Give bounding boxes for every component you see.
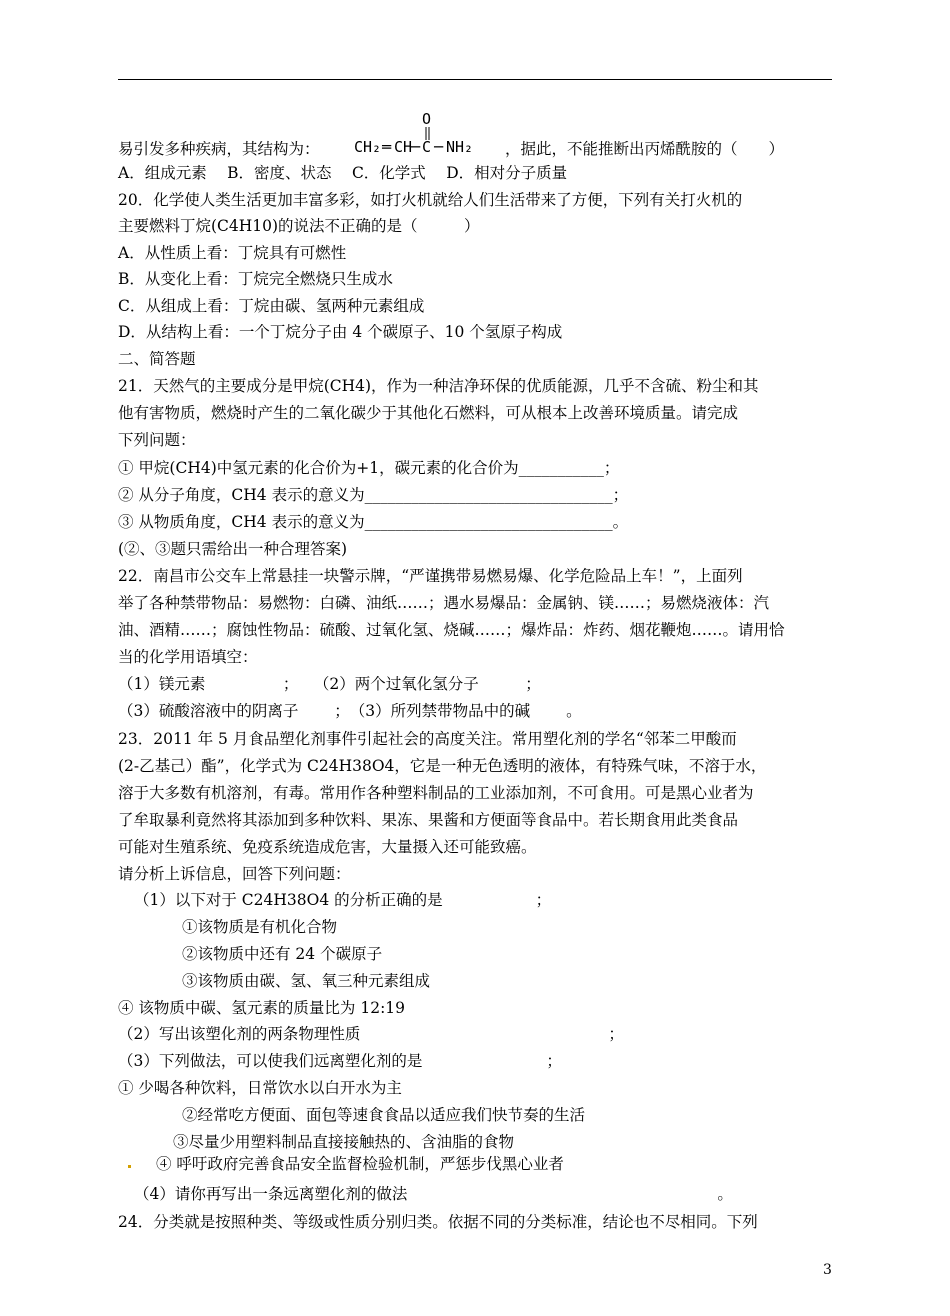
text-line: D．从结构上看：一个丁烷分子由 4 个碳原子、10 个氢原子构成 — [118, 323, 563, 341]
header-rule — [118, 79, 832, 80]
text-line: (②、③题只需给出一种合理答案) — [118, 540, 348, 558]
page-number: 3 — [823, 1262, 832, 1278]
text-line: ① 甲烷(CH4)中氢元素的化合价为+1，碳元素的化合价为___________； — [118, 459, 620, 477]
formula-ch2: CH₂ — [354, 138, 382, 156]
formula-carbon: C — [422, 138, 432, 156]
text-line: 24．分类就是按照种类、等级或性质分别归类。依据不同的分类标准，结论也不尽相同。下列 — [118, 1213, 758, 1231]
text-line: ①该物质是有机化合物 — [182, 918, 338, 936]
text-line: （4）请你再写出一条远离塑化剂的做法 。 — [134, 1185, 733, 1203]
text-line: （3）下列做法，可以使我们远离塑化剂的是 ； — [118, 1052, 562, 1070]
text-line: A．从性质上看：丁烷具有可燃性 — [118, 244, 347, 262]
acrylamide-structure-formula — [354, 111, 506, 157]
text-line: 请分析上诉信息，回答下列问题： — [118, 865, 351, 883]
text-line: 举了各种禁带物品：易燃物：白磷、油纸……；遇水易爆品：金属钠、镁……；易燃烧液体：汽 — [118, 594, 770, 612]
formula-oxygen: O — [422, 111, 432, 128]
text-line: 主要燃料丁烷(C4H10)的说法不正确的是（ ） — [118, 217, 480, 235]
text-line: 20．化学使人类生活更加丰富多彩，如打火机就给人们生活带来了方便，下列有关打火机的 — [118, 191, 743, 209]
text-line: ④ 呼吁政府完善食品安全监督检验机制，严惩步伐黑心业者 — [156, 1155, 564, 1173]
text-line: 了牟取暴利竟然将其添加到多种饮料、果冻、果酱和方便面等食品中。若长期食用此类食品 — [118, 811, 739, 829]
text-line: ②该物质中还有 24 个碳原子 — [182, 945, 383, 963]
text-line: ④ 该物质中碳、氢元素的质量比为 12:19 — [118, 999, 406, 1017]
text-line: A．组成元素 B．密度、状态 C．化学式 D．相对分子质量 — [118, 164, 568, 182]
text-line: ③ 从物质角度，CH4 表示的意义为________________________________。 — [118, 513, 629, 531]
text-line: ②经常吃方便面、面包等速食食品以适应我们快节奏的生活 — [182, 1106, 586, 1124]
text-line: 23．2011 年 5 月食品塑化剂事件引起社会的高度关注。常用塑化剂的学名“邻苯二甲酸而 — [118, 730, 737, 748]
text-line: (2-乙基己）酯”，化学式为 C24H38O4，它是一种无色透明的液体，有特殊气味，不溶于水， — [118, 757, 767, 775]
text-line: ③该物质由碳、氢、氧三种元素组成 — [182, 972, 431, 990]
text-line: 他有害物质，燃烧时产生的二氧化碳少于其他化石燃料，可从根本上改善环境质量。请完成 — [118, 404, 739, 422]
text-line: ① 少喝各种饮料，日常饮水以白开水为主 — [118, 1079, 402, 1097]
text-line: 溶于大多数有机溶剂，有毒。常用作各种塑料制品的工业添加剂，不可食用。可是黑心业者为 — [118, 784, 754, 802]
formula-ch: CH — [394, 138, 413, 156]
formula-dash2: ─ — [434, 138, 444, 156]
text-line: 22．南昌市公交车上常悬挂一块警示牌，“严谨携带易燃易爆、化学危险品上车！”，上面列 — [118, 567, 743, 585]
text-line: 油、酒精……；腐蚀性物品：硫酸、过氧化氢、烧碱……；爆炸品：炸药、烟花鞭炮……。请用恰 — [118, 621, 785, 639]
formula-nh2: NH₂ — [446, 138, 474, 156]
text-line: ② 从分子角度，CH4 表示的意义为________________________________； — [118, 486, 629, 504]
text-line: 当的化学用语填空： — [118, 648, 258, 666]
text-line: 易引发多种疾病，其结构为： — [118, 140, 320, 158]
text-line: （2）写出该塑化剂的两条物理性质 ； — [118, 1025, 624, 1043]
text-line: 下列问题： — [118, 431, 196, 449]
text-line: B．从变化上看：丁烷完全燃烧只生成水 — [118, 270, 393, 288]
text-line: ③尽量少用塑料制品直接接触热的、含油脂的食物 — [173, 1133, 515, 1151]
text-line: （1）镁元素 ； （2）两个过氧化氢分子 ； — [118, 675, 541, 693]
formula-double-bond: ═ — [382, 138, 392, 156]
text-line: 可能对生殖系统、免疫系统造成危害，大量摄入还可能致癌。 — [118, 838, 537, 856]
text-line: 21．天然气的主要成分是甲烷(CH4)，作为一种洁净环保的优质能源，几乎不含硫、粉尘和其 — [118, 377, 759, 395]
section-heading: 二、简答题 — [118, 350, 196, 368]
text-line: （3）硫酸溶液中的阴离子 ； （3）所列禁带物品中的碱 。 — [118, 702, 582, 720]
text-line: （1）以下对于 C24H38O4 的分析正确的是 ； — [134, 891, 552, 909]
text-line: C．从组成上看：丁烷由碳、氢两种元素组成 — [118, 297, 425, 315]
text-line: ，据此，不能推断出丙烯酰胺的（ ） — [505, 140, 785, 158]
stray-mark — [128, 1165, 131, 1168]
formula-dash1: ─ — [411, 138, 421, 156]
